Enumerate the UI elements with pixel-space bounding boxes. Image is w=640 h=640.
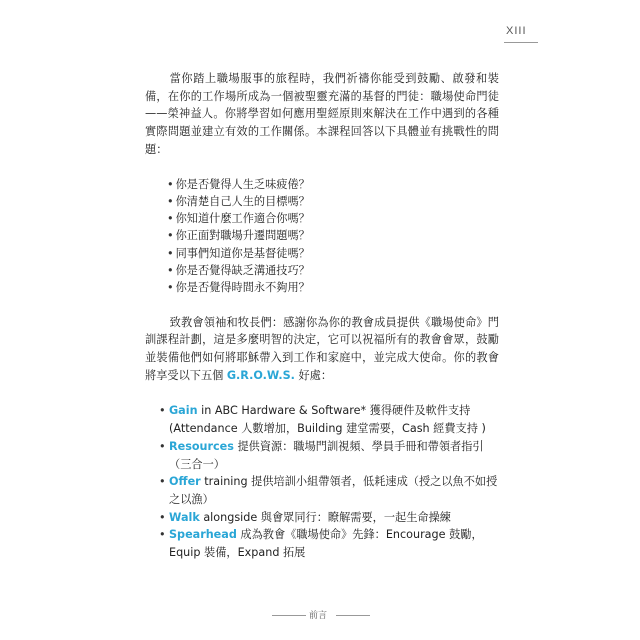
- question-item: [167, 227, 499, 244]
- grows-keyword: Spearhead: [169, 528, 237, 542]
- grows-text: in ABC Hardware & Software* 獲得硬件及軟件支持 (Attendance 人數增加，Building 建堂需要，Cash 經費支持 ): [169, 404, 486, 436]
- grows-list: [159, 402, 499, 561]
- footer-rule-left: [272, 615, 306, 616]
- leaders-paragraph: [145, 314, 499, 385]
- grows-acronym: G.R.O.W.S.: [226, 368, 295, 382]
- grows-item-gain: [159, 402, 499, 437]
- question-text: 同事們知道你是基督徒嗎？: [175, 246, 310, 260]
- footer-rule-right: [336, 615, 370, 616]
- grows-keyword: Offer: [169, 475, 201, 489]
- grows-text: 成為教會《職場使命》先鋒：Encourage 鼓勵，Equip 裝備，Expand 拓展: [169, 528, 483, 560]
- intro-paragraph: 當你踏上職場服事的旅程時，我們祈禱你能受到鼓勵、啟發和裝備，在你的工作場所成為一個被聖靈充滿的基督的門徒：職場使命門徒——榮神益人。你將學習如何應用聖經原則來解決在工作中遇到的各種實際問題並建立有效的工作關係。本課程回答以下具體並有挑戰性的問題：: [145, 72, 499, 156]
- page-footer: [0, 608, 640, 624]
- question-item: [167, 210, 499, 227]
- grows-item-offer: [159, 473, 499, 508]
- page-number: XIII: [506, 25, 527, 37]
- question-item: [167, 245, 499, 262]
- grows-keyword: Resources: [169, 439, 234, 453]
- question-text: 你是否覺得人生乏味疲倦？: [175, 177, 310, 191]
- footer-section-label: 前言: [309, 611, 328, 621]
- question-text: 你是否覺得時間永不夠用？: [175, 281, 310, 295]
- grows-item-walk: [159, 509, 499, 527]
- grows-item-spearhead: [159, 526, 499, 561]
- leaders-text: 致教會領袖和牧長們：感謝你為你的教會成員提供《職場使命》門訓課程計劃，這是多麼明智的決定，它可以祝福所有的教會會眾，鼓勵並裝備他們如何將耶穌帶入到工作和家庭中，並完成大使命。你的教會將享受以下五個: [145, 315, 499, 382]
- grows-text: training 提供培訓小組帶領者，低耗速成（授之以魚不如授之以漁）: [169, 475, 498, 506]
- question-item: [167, 193, 499, 210]
- question-list: [167, 176, 499, 297]
- question-item: [167, 176, 499, 193]
- page-content: [145, 70, 499, 562]
- question-item: [167, 279, 499, 296]
- leaders-text-end: 好處：: [294, 368, 333, 382]
- grows-text: 提供資源：職場門訓視頻、學員手冊和帶領者指引（三合一）: [169, 439, 484, 471]
- grows-text: alongside 與會眾同行：瞭解需要，一起生命操練: [199, 510, 451, 524]
- grows-keyword: Walk: [169, 510, 200, 524]
- grows-item-resources: [159, 438, 499, 473]
- grows-keyword: Gain: [169, 404, 198, 418]
- question-text: 你清楚自己人生的目標嗎？: [175, 194, 310, 208]
- question-text: 你是否覺得缺乏溝通技巧？: [175, 264, 310, 277]
- question-item: [167, 262, 499, 279]
- page-number-underline: [504, 42, 538, 43]
- question-text: 你正面對職場升遷問題嗎？: [175, 229, 310, 243]
- question-text: 你知道什麼工作適合你嗎？: [175, 212, 310, 226]
